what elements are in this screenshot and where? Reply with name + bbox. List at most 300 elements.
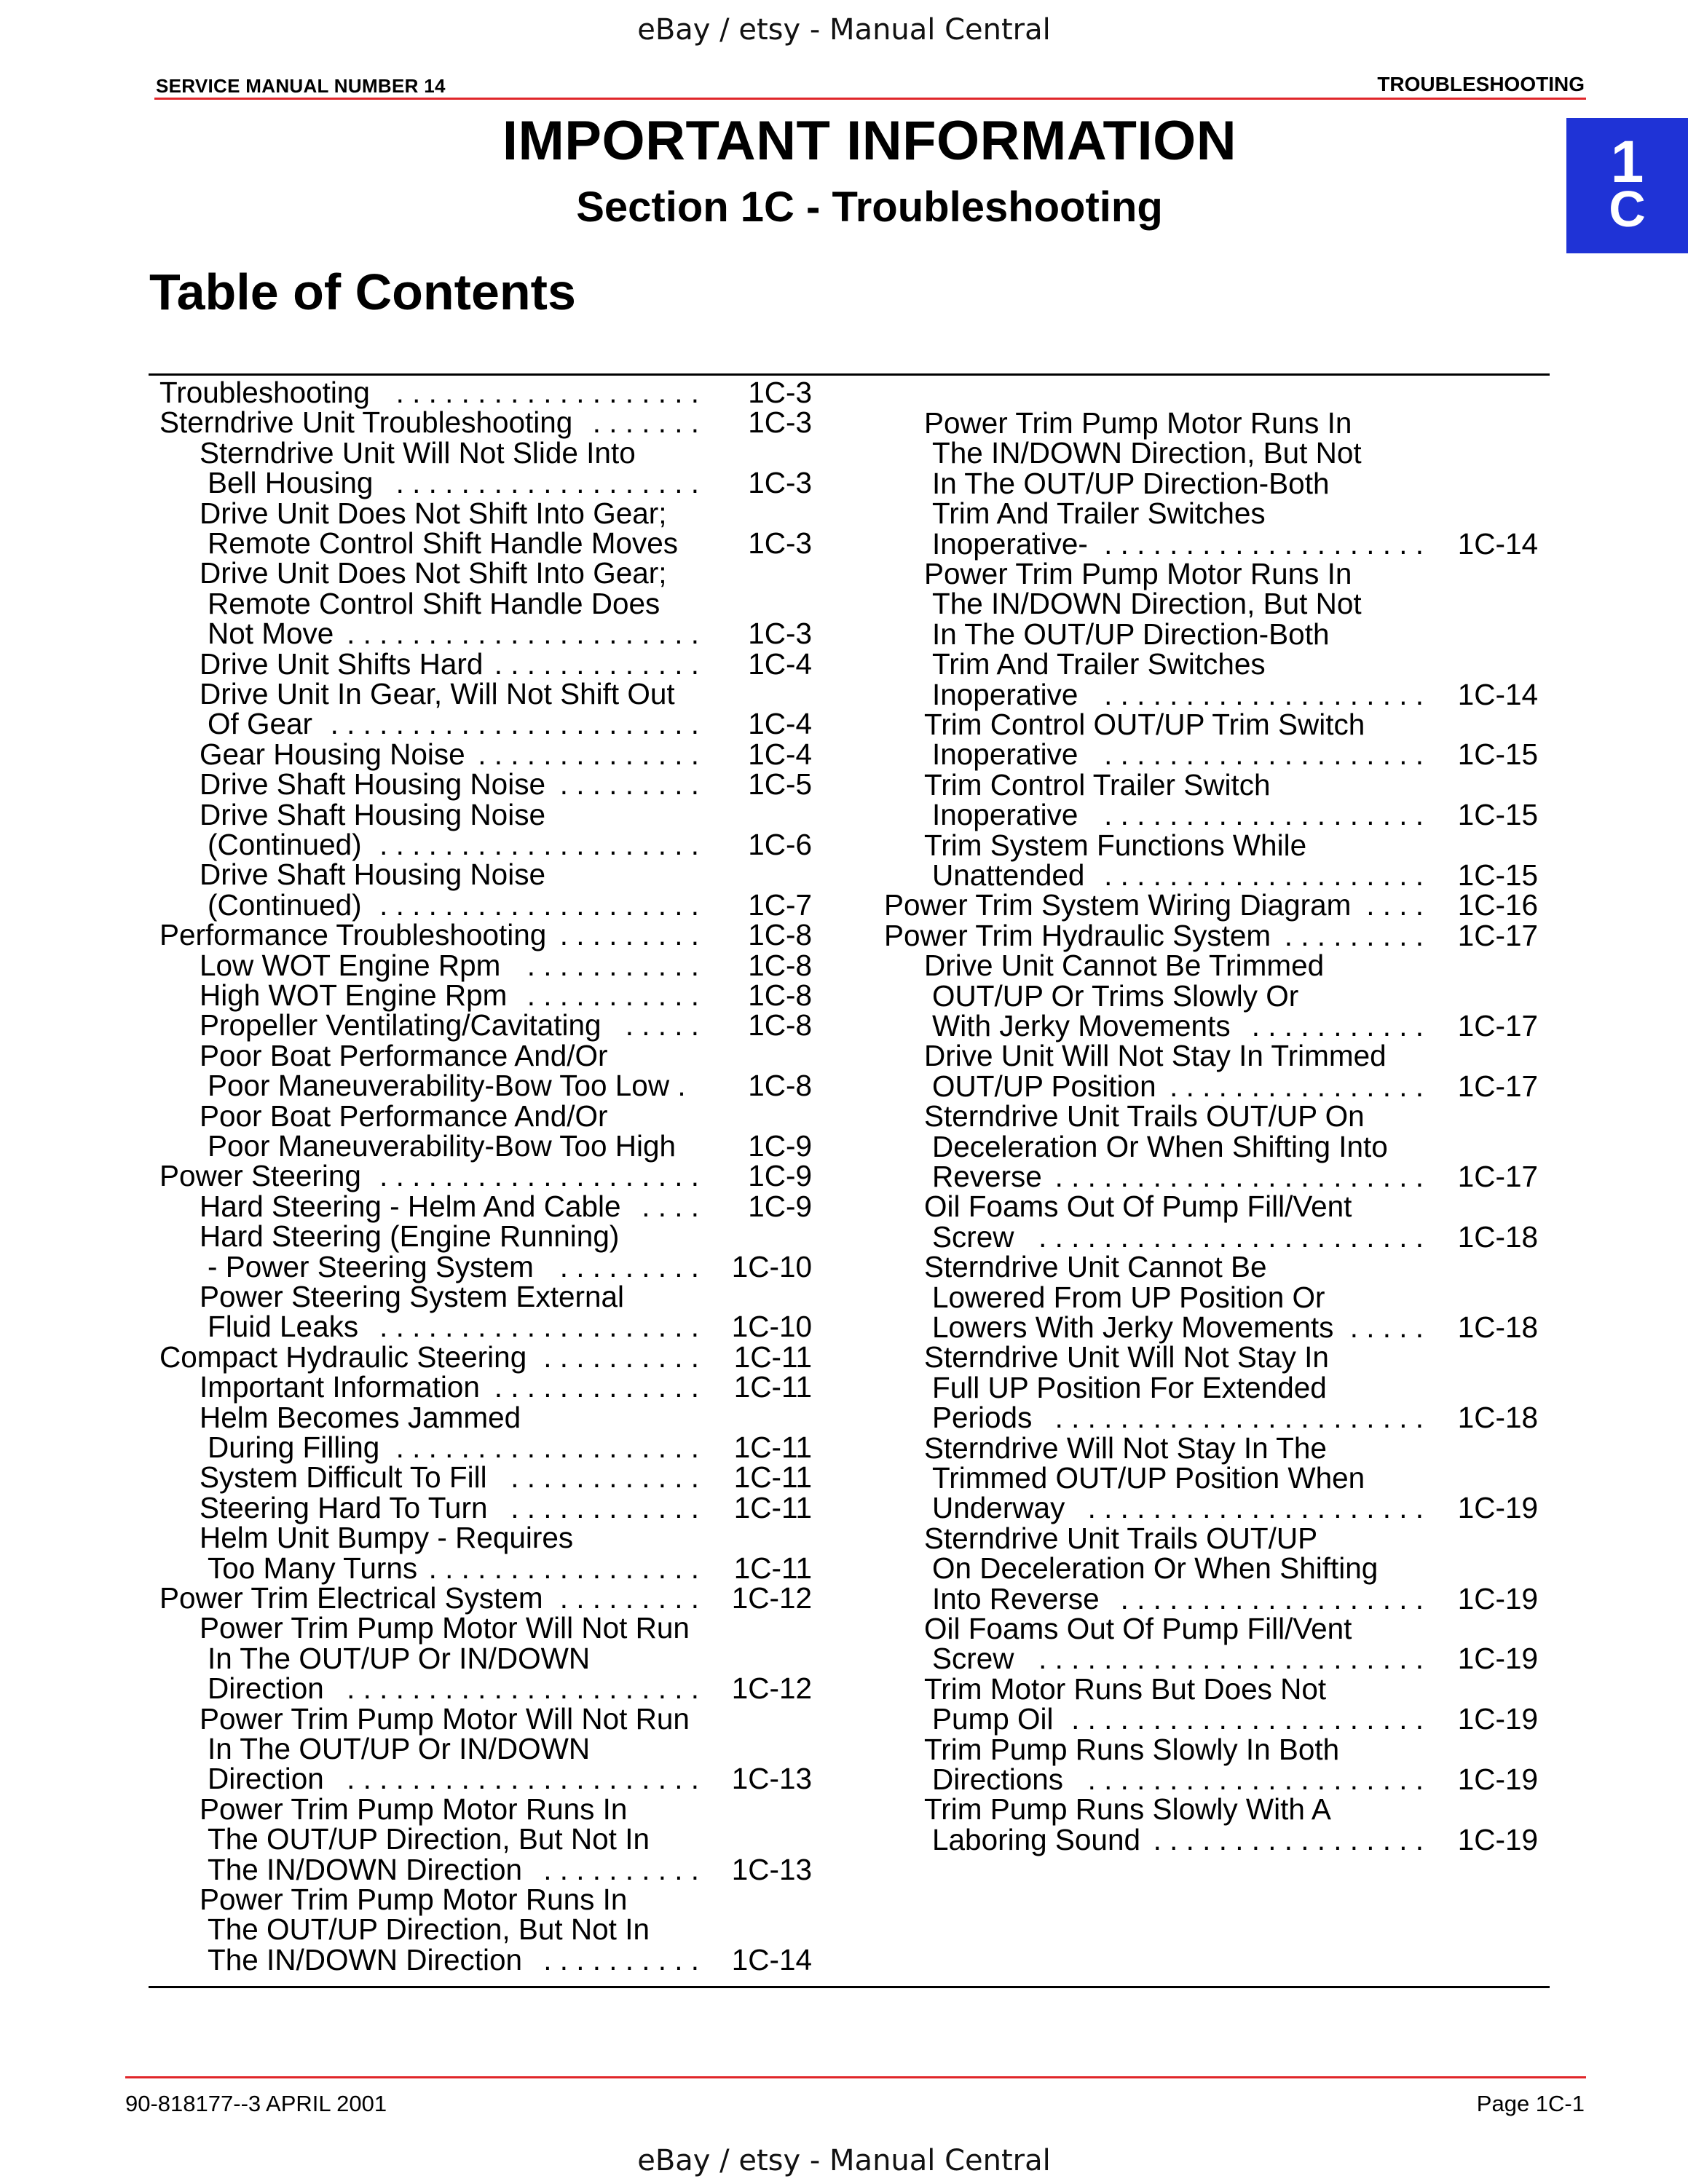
toc-entry-title: Power Trim Pump Motor Runs In bbox=[200, 1792, 628, 1826]
toc-heading: Table of Contents bbox=[149, 264, 576, 320]
toc-dot-leader: . . . . . . . . . . . . . . . . . . . . . . bbox=[347, 617, 699, 651]
toc-entry bbox=[200, 769, 812, 800]
toc-entry-title: Sterndrive Unit Trails OUT/UP bbox=[924, 1521, 1318, 1555]
toc-entry bbox=[200, 679, 812, 710]
toc-entry-title: Power Steering System External bbox=[200, 1280, 624, 1313]
toc-entry bbox=[200, 558, 812, 589]
toc-entry bbox=[208, 1131, 812, 1162]
toc-entry-page: 1C-9 bbox=[748, 1189, 812, 1223]
toc-entry bbox=[200, 1101, 812, 1132]
toc-dot-leader: . . . . . . . . . . . . . . . . . . . . bbox=[1104, 737, 1424, 772]
toc-entry-page: 1C-13 bbox=[731, 1852, 812, 1886]
toc-entry-page: 1C-3 bbox=[748, 617, 812, 651]
toc-dot-leader: . . . . . . . . . . . . . . bbox=[478, 737, 699, 771]
toc-entry bbox=[932, 1280, 1538, 1314]
toc-entry-title: Poor Boat Performance And/Or bbox=[200, 1099, 608, 1133]
toc-entry-page: 1C-10 bbox=[731, 1310, 812, 1344]
toc-dot-leader: . . . . . . . . . . . . . . . . . bbox=[1153, 1822, 1424, 1856]
toc-entry bbox=[208, 468, 812, 499]
toc-entry-title: Hard Steering - Helm And Cable bbox=[200, 1189, 621, 1223]
toc-entry bbox=[932, 466, 1538, 500]
toc-entry bbox=[208, 830, 812, 860]
toc-entry-page: 1C-11 bbox=[733, 1551, 812, 1585]
toc-dot-leader: . . . . . . . . . bbox=[559, 918, 699, 952]
toc-dot-leader: . . . . . . . . . . . . . . . . bbox=[1170, 1069, 1424, 1103]
toc-entry bbox=[200, 1189, 812, 1223]
toc-entry-title: During Filling bbox=[208, 1431, 380, 1464]
toc-entry-title: Drive Unit Will Not Stay In Trimmed bbox=[924, 1039, 1387, 1073]
toc-entry bbox=[932, 1822, 1538, 1856]
toc-entry-page: 1C-19 bbox=[1457, 1702, 1538, 1736]
toc-dot-leader: . . . . . . . . . . . . . . . . . bbox=[428, 1551, 699, 1585]
toc-entry-title: Sterndrive Will Not Stay In The bbox=[924, 1431, 1327, 1465]
toc-entry-title: Poor Maneuverability-Bow Too Low . bbox=[208, 1069, 686, 1103]
toc-entry bbox=[932, 617, 1538, 651]
toc-dot-leader: . . . . . . . . . . . . . . . . . . . . bbox=[379, 887, 699, 922]
toc-entry bbox=[932, 496, 1538, 531]
toc-entry-title: Sterndrive Unit Trails OUT/UP On bbox=[924, 1099, 1365, 1133]
toc-entry-page: 1C-9 bbox=[748, 1159, 812, 1193]
toc-entry bbox=[924, 1792, 1538, 1827]
toc-entry bbox=[924, 1671, 1538, 1706]
toc-entry bbox=[924, 1252, 1538, 1283]
toc-entry bbox=[200, 1523, 812, 1554]
toc-entry-title: The IN/DOWN Direction bbox=[208, 1942, 523, 1977]
toc-entry-title: Of Gear bbox=[208, 707, 313, 741]
toc-entry-title: (Continued) bbox=[208, 887, 362, 922]
toc-entry-title: Reverse bbox=[932, 1160, 1042, 1193]
toc-entry bbox=[200, 496, 812, 530]
toc-entry-title: Sterndrive Unit Will Not Stay In bbox=[924, 1340, 1329, 1374]
toc-entry-title: Power Trim Pump Motor Runs In bbox=[924, 557, 1352, 590]
toc-dot-leader: . . . . . . . . . . . bbox=[526, 948, 699, 982]
toc-entry-title: Lowered From UP Position Or bbox=[932, 1280, 1325, 1314]
toc-dot-leader: . . . . . . . bbox=[592, 405, 699, 440]
toc-entry-title: Power Trim Electrical System bbox=[159, 1581, 543, 1615]
toc-entry-title: Power Trim Hydraulic System bbox=[884, 918, 1271, 952]
toc-entry-title: Inoperative- bbox=[932, 526, 1088, 561]
toc-dot-leader: . . . . . . . . . . . . . . . . . . . . bbox=[1104, 526, 1424, 561]
header-rule bbox=[154, 98, 1586, 100]
page-title: IMPORTANT INFORMATION bbox=[502, 110, 1237, 172]
toc-entry-page: 1C-14 bbox=[1457, 526, 1538, 561]
toc-entry-title: The IN/DOWN Direction bbox=[208, 1852, 523, 1886]
toc-entry-title: Sterndrive Unit Will Not Slide Into bbox=[200, 435, 636, 470]
watermark-bottom: eBay / etsy - Manual Central bbox=[637, 2144, 1051, 2177]
toc-entry bbox=[208, 1071, 812, 1101]
toc-entry-page: 1C-14 bbox=[1457, 677, 1538, 711]
toc-entry-title: Screw bbox=[932, 1219, 1014, 1254]
toc-entry-title: Trim Pump Runs Slowly With A bbox=[924, 1792, 1331, 1827]
toc-entry-page: 1C-3 bbox=[748, 376, 812, 409]
toc-entry-title: Drive Shaft Housing Noise bbox=[200, 767, 545, 802]
toc-entry bbox=[208, 887, 812, 922]
toc-entry-title: Drive Shaft Housing Noise bbox=[200, 797, 545, 831]
toc-dot-leader: . . . . . . . . . . . . . . . . . . . . . . . . bbox=[1038, 1219, 1424, 1254]
toc-entry-page: 1C-12 bbox=[731, 1671, 812, 1706]
toc-entry bbox=[932, 1162, 1538, 1192]
toc-dot-leader: . . . . . . . . . . . . . . . . . . . . . . . bbox=[330, 707, 699, 741]
toc-entry bbox=[200, 1372, 812, 1403]
toc-entry-page: 1C-8 bbox=[748, 918, 812, 952]
toc-entry-title: Bell Housing bbox=[208, 466, 374, 500]
toc-entry-title: Oil Foams Out Of Pump Fill/Vent bbox=[924, 1190, 1352, 1224]
toc-entry-title: (Continued) bbox=[208, 828, 362, 861]
toc-dot-leader: . . . . . . . . . bbox=[559, 1249, 699, 1283]
toc-entry-title: Gear Housing Noise bbox=[200, 737, 465, 771]
toc-entry bbox=[208, 1764, 812, 1795]
toc-entry bbox=[924, 559, 1538, 590]
toc-entry bbox=[924, 1433, 1538, 1464]
toc-entry-title: Inoperative bbox=[932, 677, 1078, 711]
toc-entry-title: OUT/UP Position bbox=[932, 1069, 1156, 1103]
toc-entry bbox=[924, 1732, 1538, 1766]
footer-page-number: Page 1C-1 bbox=[1476, 2091, 1585, 2116]
toc-entry bbox=[200, 797, 812, 831]
toc-entry bbox=[208, 526, 812, 560]
toc-entry-page: 1C-8 bbox=[748, 1008, 812, 1042]
toc-entry bbox=[200, 1701, 812, 1736]
toc-entry-page: 1C-12 bbox=[731, 1581, 812, 1615]
toc-entry-title: Deceleration Or When Shifting Into bbox=[932, 1129, 1388, 1163]
toc-entry bbox=[208, 1942, 812, 1977]
toc-entry-title: Power Steering bbox=[159, 1159, 361, 1193]
section-tab-letter: C bbox=[1609, 181, 1646, 237]
toc-entry-title: Propeller Ventilating/Cavitating bbox=[200, 1008, 602, 1042]
toc-entry bbox=[932, 1129, 1538, 1163]
toc-entry bbox=[200, 1282, 812, 1313]
toc-entry-title: Screw bbox=[932, 1642, 1014, 1676]
toc-entry-title: Fluid Leaks bbox=[208, 1310, 359, 1344]
toc-entry-title: Unattended bbox=[932, 858, 1085, 892]
toc-entry-title: Trim Pump Runs Slowly In Both bbox=[924, 1732, 1340, 1766]
toc-entry-page: 1C-19 bbox=[1457, 1491, 1538, 1525]
toc-entry bbox=[200, 948, 812, 982]
toc-entry-page: 1C-18 bbox=[1457, 1401, 1538, 1435]
toc-dot-leader: . . . . . . . . . bbox=[559, 1581, 699, 1615]
toc-entry bbox=[932, 526, 1538, 561]
toc-entry-page: 1C-4 bbox=[748, 646, 812, 681]
toc-entry bbox=[159, 1161, 812, 1192]
toc-entry bbox=[200, 737, 812, 771]
toc-entry-title: Troubleshooting bbox=[159, 376, 370, 409]
toc-entry-title: Direction bbox=[208, 1762, 324, 1796]
toc-entry-page: 1C-16 bbox=[1457, 888, 1538, 922]
toc-entry-page: 1C-3 bbox=[748, 405, 812, 440]
toc-entry bbox=[932, 1219, 1538, 1254]
toc-entry-page: 1C-15 bbox=[1457, 798, 1538, 832]
toc-entry bbox=[932, 1463, 1538, 1494]
toc-entry-title: Underway bbox=[932, 1491, 1065, 1525]
toc-entry-page: 1C-19 bbox=[1457, 1581, 1538, 1615]
toc-entry-page: 1C-8 bbox=[748, 978, 812, 1012]
toc-entry bbox=[932, 860, 1538, 891]
toc-entry-title: Compact Hydraulic Steering bbox=[159, 1340, 527, 1374]
toc-dot-leader: . . . . . . . . . . . . . . . . . . . . bbox=[1104, 858, 1424, 892]
toc-entry-title: Trimmed OUT/UP Position When bbox=[932, 1461, 1365, 1495]
toc-entry-title: Hard Steering (Engine Running) bbox=[200, 1219, 620, 1254]
toc-dot-leader: . . . . . . . . . . . . . . . . . . . bbox=[395, 1431, 699, 1464]
toc-entry bbox=[924, 1614, 1538, 1645]
toc-entry-title: Poor Boat Performance And/Or bbox=[200, 1038, 608, 1072]
toc-dot-leader: . . . . . . . . . . bbox=[543, 1340, 699, 1374]
toc-entry bbox=[924, 710, 1538, 740]
toc-entry-title: The OUT/UP Direction, But Not In bbox=[208, 1822, 650, 1856]
toc-entry bbox=[208, 1551, 812, 1585]
toc-entry bbox=[884, 918, 1538, 952]
toc-entry-title: Power Trim Pump Motor Runs In bbox=[200, 1883, 628, 1916]
toc-entry-title: Trim And Trailer Switches bbox=[932, 496, 1266, 531]
toc-entry-title: Low WOT Engine Rpm bbox=[200, 948, 501, 982]
toc-entry-page: 1C-8 bbox=[748, 1069, 812, 1103]
toc-dot-leader: . . . . . . . . . . . . . . . . . . . . . bbox=[1087, 1762, 1424, 1796]
toc-entry-page: 1C-6 bbox=[748, 828, 812, 861]
toc-entry-title: The IN/DOWN Direction, But Not bbox=[932, 587, 1362, 621]
toc-entry bbox=[932, 1370, 1538, 1404]
toc-entry-title: Oil Foams Out Of Pump Fill/Vent bbox=[924, 1612, 1352, 1645]
toc-dot-leader: . . . . . . . . . . . . . . . . . . . . bbox=[1104, 677, 1424, 711]
toc-entry-title: Steering Hard To Turn bbox=[200, 1490, 488, 1524]
toc-entry-title: Drive Shaft Housing Noise bbox=[200, 858, 545, 892]
toc-entry-title: Into Reverse bbox=[932, 1581, 1100, 1615]
toc-entry-title: Too Many Turns bbox=[208, 1551, 418, 1585]
toc-entry-page: 1C-17 bbox=[1457, 1069, 1538, 1103]
toc-entry bbox=[924, 951, 1538, 981]
toc-entry-page: 1C-13 bbox=[731, 1762, 812, 1796]
toc-entry-title: Remote Control Shift Handle Moves bbox=[208, 526, 679, 560]
toc-entry-page: 1C-3 bbox=[748, 526, 812, 560]
toc-entry-page: 1C-11 bbox=[733, 1490, 812, 1524]
toc-entry bbox=[208, 1312, 812, 1342]
toc-entry-page: 1C-3 bbox=[748, 466, 812, 500]
toc-dot-leader: . . . . . . . . . . . . . . . . . . . bbox=[395, 466, 699, 500]
toc-dot-leader: . . . . . . . . . . . . . bbox=[494, 646, 699, 681]
toc-dot-leader: . . . . . . . . . . . . . bbox=[494, 1370, 699, 1404]
toc-entry-page: 1C-11 bbox=[733, 1431, 812, 1464]
toc-entry-title: Sterndrive Unit Cannot Be bbox=[924, 1250, 1267, 1284]
toc-entry bbox=[208, 1671, 812, 1706]
toc-entry bbox=[932, 800, 1538, 831]
toc-entry-title: Drive Unit Shifts Hard bbox=[200, 646, 484, 681]
toc-dot-leader: . . . . . . . . . bbox=[559, 767, 699, 802]
toc-dot-leader: . . . . . . . . . . . . . . . . . . . . . . bbox=[347, 1671, 699, 1706]
toc-entry bbox=[884, 890, 1538, 921]
toc-entry-title: Trim Control Trailer Switch bbox=[924, 767, 1271, 802]
toc-entry bbox=[208, 1249, 812, 1283]
section-tab-number: 1 bbox=[1610, 129, 1644, 195]
toc-entry bbox=[200, 1490, 812, 1524]
toc-entry bbox=[932, 1704, 1538, 1735]
toc-entry-title: Periods bbox=[932, 1401, 1033, 1435]
running-header-right: TROUBLESHOOTING bbox=[1377, 73, 1585, 95]
toc-entry bbox=[208, 1734, 812, 1765]
toc-entry-page: 1C-19 bbox=[1457, 1822, 1538, 1856]
toc-entry bbox=[208, 709, 812, 740]
toc-entry bbox=[159, 920, 812, 951]
toc-entry-title: Laboring Sound bbox=[932, 1822, 1140, 1856]
toc-entry bbox=[200, 1613, 812, 1644]
toc-entry bbox=[208, 619, 812, 649]
toc-entry bbox=[208, 1641, 812, 1675]
toc-entry-title: In The OUT/UP Direction-Both bbox=[932, 466, 1330, 500]
toc-dot-leader: . . . . . . . . . . . . . . . . . . . . bbox=[1104, 798, 1424, 832]
toc-entry-page: 1C-11 bbox=[733, 1370, 812, 1404]
toc-entry-title: Lowers With Jerky Movements bbox=[932, 1310, 1334, 1344]
toc-dot-leader: . . . . . . . . . . . bbox=[526, 978, 699, 1012]
toc-entry-page: 1C-19 bbox=[1457, 1762, 1538, 1796]
toc-entry bbox=[932, 1581, 1538, 1615]
toc-entry-title: Power Trim Pump Motor Will Not Run bbox=[200, 1701, 690, 1736]
toc-entry-title: Power Trim System Wiring Diagram bbox=[884, 888, 1352, 922]
toc-entry bbox=[924, 1101, 1538, 1132]
toc-entry bbox=[159, 405, 812, 440]
toc-entry-page: 1C-5 bbox=[748, 767, 812, 802]
toc-entry-title: Full UP Position For Extended bbox=[932, 1370, 1327, 1404]
toc-entry-title: - Power Steering System bbox=[208, 1249, 534, 1283]
toc-entry-title: Helm Becomes Jammed bbox=[200, 1400, 521, 1434]
toc-entry-page: 1C-15 bbox=[1457, 737, 1538, 772]
toc-entry-title: The OUT/UP Direction, But Not In bbox=[208, 1912, 650, 1947]
toc-entry-title: In The OUT/UP Or IN/DOWN bbox=[208, 1641, 591, 1675]
toc-entry-title: Drive Unit Does Not Shift Into Gear; bbox=[200, 556, 667, 590]
toc-entry-page: 1C-18 bbox=[1457, 1310, 1538, 1344]
toc-dot-leader: . . . . . . . . . . bbox=[543, 1942, 699, 1977]
toc-entry bbox=[932, 589, 1538, 620]
toc-entry bbox=[200, 1038, 812, 1072]
toc-entry-title: Drive Unit Cannot Be Trimmed bbox=[924, 949, 1325, 983]
toc-entry-page: 1C-8 bbox=[748, 948, 812, 982]
toc-entry bbox=[932, 737, 1538, 772]
toc-entry-title: Trim And Trailer Switches bbox=[932, 647, 1266, 681]
toc-entry bbox=[159, 1342, 812, 1373]
toc-entry bbox=[200, 1400, 812, 1434]
toc-entry-title: With Jerky Movements bbox=[932, 1009, 1231, 1042]
toc-dot-leader: . . . . . . . . . . . . . . . . . . . . . . bbox=[1071, 1702, 1424, 1736]
toc-entry-title: High WOT Engine Rpm bbox=[200, 978, 508, 1012]
toc-entry bbox=[932, 1762, 1538, 1796]
toc-entry-title: In The OUT/UP Or IN/DOWN bbox=[208, 1732, 591, 1765]
toc-entry-title: Sterndrive Unit Troubleshooting bbox=[159, 405, 573, 440]
running-header-left: SERVICE MANUAL NUMBER 14 bbox=[156, 75, 446, 97]
toc-entry-page: 1C-4 bbox=[748, 737, 812, 771]
toc-entry bbox=[932, 1011, 1538, 1042]
toc-dot-leader: . . . . . . . . . . . . . . . . . . . bbox=[1120, 1581, 1424, 1615]
toc-entry bbox=[208, 586, 812, 620]
toc-entry bbox=[200, 1792, 812, 1826]
toc-entry-title: Directions bbox=[932, 1762, 1064, 1796]
toc-dot-leader: . . . . . . . . . bbox=[1284, 918, 1424, 952]
toc-dot-leader: . . . . bbox=[642, 1189, 699, 1223]
toc-entry bbox=[208, 1824, 812, 1855]
toc-dot-leader: . . . . . . . . . . . bbox=[1251, 1009, 1424, 1042]
toc-dot-leader: . . . . . . . . . . . . . . . . . . . . bbox=[379, 1310, 699, 1344]
toc-entry-title: Remote Control Shift Handle Does bbox=[208, 586, 660, 620]
toc-entry-title: System Difficult To Fill bbox=[200, 1460, 487, 1495]
toc-entry-page: 1C-11 bbox=[733, 1460, 812, 1495]
toc-entry-page: 1C-7 bbox=[748, 887, 812, 922]
toc-entry bbox=[200, 1460, 812, 1495]
toc-entry-page: 1C-11 bbox=[733, 1340, 812, 1374]
toc-entry bbox=[932, 1551, 1538, 1586]
toc-entry-page: 1C-15 bbox=[1457, 858, 1538, 892]
toc-entry bbox=[208, 1912, 812, 1947]
toc-entry bbox=[924, 1041, 1538, 1072]
toc-entry-page: 1C-17 bbox=[1457, 918, 1538, 952]
toc-entry-page: 1C-18 bbox=[1457, 1219, 1538, 1254]
toc-entry bbox=[200, 1010, 812, 1041]
toc-entry-title: Direction bbox=[208, 1671, 324, 1706]
toc-entry bbox=[208, 1433, 812, 1463]
toc-dot-leader: . . . . . . . . . . . . . . . . . . . . bbox=[379, 828, 699, 861]
toc-entry bbox=[932, 1069, 1538, 1103]
toc-entry bbox=[924, 1521, 1538, 1555]
toc-dot-leader: . . . . . . . . . . . . bbox=[510, 1460, 699, 1495]
toc-entry-title: Not Move bbox=[208, 617, 334, 651]
toc-entry bbox=[924, 828, 1538, 862]
toc-entry-title: Trim Motor Runs But Does Not bbox=[924, 1671, 1327, 1706]
toc-dot-leader: . . . . . . . . . . . . . . . . . . . . . . . bbox=[1054, 1160, 1424, 1193]
toc-entry-page: 1C-19 bbox=[1457, 1642, 1538, 1676]
toc-entry-title: Pump Oil bbox=[932, 1702, 1054, 1736]
toc-entry-title: Inoperative bbox=[932, 737, 1078, 772]
toc-entry bbox=[932, 1493, 1538, 1524]
toc-dot-leader: . . . . bbox=[1366, 888, 1424, 922]
toc-dot-leader: . . . . . bbox=[1349, 1310, 1424, 1344]
toc-entry-title: OUT/UP Or Trims Slowly Or bbox=[932, 978, 1299, 1013]
toc-entry bbox=[200, 978, 812, 1012]
toc-entry bbox=[924, 1192, 1538, 1222]
footer-doc-number: 90-818177--3 APRIL 2001 bbox=[125, 2091, 387, 2116]
toc-entry bbox=[159, 378, 812, 408]
toc-dot-leader: . . . . . bbox=[625, 1008, 699, 1042]
toc-entry-page: 1C-17 bbox=[1457, 1009, 1538, 1042]
toc-entry-page: 1C-10 bbox=[731, 1249, 812, 1283]
toc-entry-title: Drive Unit In Gear, Will Not Shift Out bbox=[200, 677, 675, 711]
toc-dot-leader: . . . . . . . . . . . . . . . . . . . . . bbox=[1087, 1491, 1424, 1525]
toc-dot-leader: . . . . . . . . . . . . bbox=[510, 1490, 699, 1524]
toc-entry-page: 1C-9 bbox=[748, 1129, 812, 1163]
toc-entry-title: The IN/DOWN Direction, But Not bbox=[932, 436, 1362, 470]
toc-entry bbox=[200, 1885, 812, 1915]
toc-entry bbox=[932, 1310, 1538, 1344]
toc-dot-leader: . . . . . . . . . . . . . . . . . . . . . . . . bbox=[1038, 1642, 1424, 1676]
toc-entry bbox=[924, 1342, 1538, 1373]
toc-entry bbox=[200, 1219, 812, 1254]
toc-entry-title: Drive Unit Does Not Shift Into Gear; bbox=[200, 496, 667, 530]
toc-entry-title: Important Information bbox=[200, 1370, 480, 1404]
toc-entry bbox=[200, 646, 812, 681]
toc-entry-title: Trim System Functions While bbox=[924, 828, 1307, 862]
toc-dot-leader: . . . . . . . . . . . . . . . . . . . . . . . bbox=[1054, 1401, 1424, 1435]
toc-entry bbox=[208, 1852, 812, 1886]
toc-entry bbox=[200, 435, 812, 470]
toc-entry-title: Trim Control OUT/UP Trim Switch bbox=[924, 708, 1365, 741]
toc-entry bbox=[932, 978, 1538, 1013]
toc-entry-page: 1C-4 bbox=[748, 707, 812, 741]
footer-rule bbox=[125, 2076, 1586, 2078]
toc-entry bbox=[159, 1583, 812, 1614]
toc-entry bbox=[932, 649, 1538, 680]
watermark-top: eBay / etsy - Manual Central bbox=[637, 13, 1051, 47]
toc-entry-title: Inoperative bbox=[932, 798, 1078, 832]
toc-dot-leader: . . . . . . . . . . . . . . . . . . . . bbox=[379, 1159, 699, 1193]
toc-entry bbox=[924, 767, 1538, 802]
toc-entry-page: 1C-14 bbox=[731, 1942, 812, 1977]
toc-dot-leader: . . . . . . . . . . . . . . . . . . . . . . bbox=[347, 1762, 699, 1796]
toc-entry-title: Power Trim Pump Motor Will Not Run bbox=[200, 1611, 690, 1645]
toc-entry-title: Power Trim Pump Motor Runs In bbox=[924, 406, 1352, 440]
toc-entry bbox=[932, 677, 1538, 711]
